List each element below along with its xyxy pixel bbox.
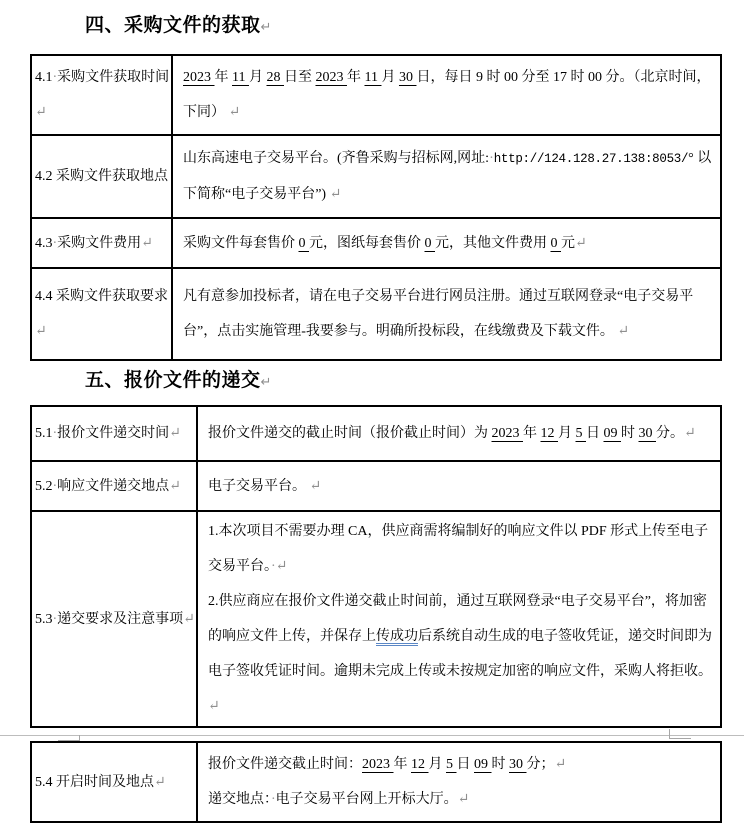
- format-mark: ↵: [35, 105, 47, 120]
- table-row: [31, 135, 721, 218]
- format-mark: ↵: [225, 105, 241, 120]
- row-content-cell: [172, 268, 721, 360]
- text-boundary-mark-left: [58, 740, 80, 741]
- paragraph: [208, 469, 712, 504]
- text-run: 月: [428, 757, 446, 772]
- text-run: 2.供应商应在报价文件递交截止时间前，通过互联网登录“电子交易平台”，将加密的响应文件上传，并保存上: [208, 594, 707, 644]
- table-row: [31, 461, 721, 511]
- table-row: [31, 268, 721, 360]
- row-content-cell: [172, 135, 721, 218]
- paragraph: [208, 584, 712, 724]
- format-mark: ↵: [169, 426, 181, 441]
- text-run: 分。: [656, 426, 684, 441]
- text-run: 年: [346, 70, 365, 85]
- text-run: 30: [638, 426, 656, 441]
- text-run: http://124.128.27.138:8053/: [493, 152, 689, 166]
- row-label-cell: [31, 461, 197, 511]
- text-run: 2023: [183, 70, 215, 85]
- table-row: [31, 742, 721, 822]
- row-label-cell: [31, 406, 197, 461]
- text-run: 时: [491, 757, 509, 772]
- paragraph: [183, 60, 712, 130]
- page-break: [0, 728, 744, 741]
- text-run: 元，其他文件费用: [435, 235, 551, 251]
- row-label-cell: [31, 218, 172, 268]
- text-run: ° 以下简称“电子交易平台”): [183, 151, 712, 202]
- row-content-cell: [172, 55, 721, 135]
- text-run: 年: [523, 426, 541, 441]
- format-mark: ↵: [35, 324, 47, 339]
- text-run: 1.本次项目不需要办理 CA，供应商需将编制好的响应文件以 PDF 形式上传至电子交易平台。: [208, 524, 709, 574]
- row-content-cell: [197, 511, 721, 727]
- pilcrow-mark: ↵: [260, 374, 272, 389]
- format-mark: ↵: [306, 478, 322, 494]
- row-content-cell: [197, 406, 721, 461]
- format-mark: ·: [271, 792, 276, 807]
- row-label-cell: [31, 135, 172, 218]
- text-run: 报价文件递交时间: [57, 426, 170, 441]
- text-run: 递交地点：: [208, 792, 271, 807]
- text-boundary-mark-right: [669, 738, 691, 739]
- format-mark: ·: [489, 151, 494, 166]
- format-mark: ↵: [169, 478, 181, 494]
- section-5-continued-table: [30, 741, 722, 823]
- format-mark: ↵: [141, 235, 153, 251]
- section-heading-5: [85, 367, 722, 395]
- text-run: 30: [398, 70, 417, 85]
- table-row: [31, 511, 721, 727]
- format-mark: ↵: [613, 324, 630, 339]
- section-4-table-body: [31, 55, 721, 360]
- row-content-cell: [172, 218, 721, 268]
- text-run: 年: [393, 757, 411, 772]
- text-run: 月: [558, 426, 576, 441]
- text-run: 0: [298, 235, 309, 251]
- row-label-cell: [31, 511, 197, 727]
- format-mark: ↵: [684, 426, 696, 441]
- page-break-line: [0, 735, 744, 736]
- paragraph: [208, 747, 712, 782]
- text-run: 采购文件费用: [57, 235, 142, 251]
- section-5-table-body: [31, 406, 721, 727]
- row-label-cell: [31, 268, 172, 360]
- text-run: 5.3: [35, 611, 53, 627]
- text-run: 传成功: [376, 629, 418, 644]
- row-content-cell: [197, 461, 721, 511]
- text-run: 4.4 采购文件获取要求: [35, 289, 168, 304]
- text-boundary-mark-right: [669, 729, 670, 738]
- section-4-table: [30, 54, 722, 361]
- format-mark: ·: [52, 70, 58, 85]
- text-run: 4.1: [35, 70, 53, 85]
- text-run: 09: [474, 757, 492, 772]
- text-run: 5: [446, 757, 457, 772]
- table-row: [31, 55, 721, 135]
- text-run: 响应文件递交地点: [57, 478, 170, 494]
- text-run: 5.2: [35, 478, 53, 494]
- text-run: 时: [621, 426, 639, 441]
- paragraph: [183, 279, 712, 349]
- text-run: 采购文件每套售价: [183, 235, 299, 251]
- row-label-cell: [31, 55, 172, 135]
- format-mark: ·: [52, 478, 58, 494]
- paragraph: [208, 514, 712, 584]
- pilcrow-mark: ↵: [260, 19, 272, 34]
- text-run: 电子交易平台。: [208, 478, 306, 494]
- text-run: 5.4 开启时间及地点: [35, 774, 154, 790]
- text-run: 后系统自动生成的电子签收凭证，递交时间即为电子签收凭证时间。逾期未完成上传或未按规定加密的响应文件，采购人将拒收。: [208, 629, 712, 679]
- text-run: 5.1: [35, 426, 53, 441]
- paragraph: [208, 416, 712, 451]
- text-run: 月: [248, 70, 267, 85]
- text-run: 4.3: [35, 235, 53, 251]
- text-run: 日: [456, 757, 474, 772]
- format-mark: ↵: [329, 187, 342, 202]
- format-mark: ·↵: [271, 559, 288, 574]
- text-run: 日至: [283, 70, 316, 85]
- text-run: 分；: [526, 757, 555, 772]
- text-run: 山东高速电子交易平台。(齐鲁采购与招标网,网址:: [183, 151, 490, 166]
- format-mark: ↵: [575, 235, 587, 251]
- row-content-cell: [197, 742, 721, 822]
- format-mark: ·: [52, 426, 58, 441]
- text-run: 0: [550, 235, 561, 251]
- text-run: 11: [364, 70, 382, 85]
- text-run: 电子交易平台网上开标大厅。: [275, 792, 458, 807]
- text-run: 元，图纸每套售价: [309, 235, 425, 251]
- text-run: 日，每日 9 时 00 分至 17 时 00 分。（北京时间，下同）: [183, 70, 711, 120]
- text-run: 12: [411, 757, 429, 772]
- text-run: 4.2 采购文件获取地点: [35, 169, 168, 184]
- section-heading-4-text: 四、采购文件的获取: [85, 15, 261, 36]
- text-run: 09: [603, 426, 621, 441]
- section-heading-4: [85, 12, 722, 40]
- text-run: 28: [266, 70, 284, 85]
- text-run: 报价文件递交截止时间：: [208, 757, 362, 772]
- section-heading-5-text: 五、报价文件的递交: [85, 370, 261, 391]
- format-mark: ·: [52, 611, 58, 627]
- format-mark: ↵: [154, 774, 166, 790]
- text-run: 30: [509, 757, 527, 772]
- text-run: 年: [214, 70, 232, 85]
- text-run: 报价文件递交的截止时间（报价截止时间）为: [208, 426, 492, 441]
- format-mark: ·: [52, 235, 58, 251]
- format-mark: ↵: [554, 757, 567, 772]
- text-run: 凡有意参加投标者，请在电子交易平台进行网员注册。通过互联网登录“电子交易平台”，点击实施管理-我要参与。明确所投标段，在线缴费及下载文件。: [183, 289, 694, 339]
- table-row: [31, 406, 721, 461]
- text-run: 日: [586, 426, 604, 441]
- format-mark: ↵: [208, 699, 220, 714]
- section-5-table: [30, 405, 722, 728]
- text-run: 0: [424, 235, 435, 251]
- section-5-continued-table-body: [31, 742, 721, 822]
- text-run: 采购文件获取时间: [57, 70, 170, 85]
- paragraph: [183, 141, 712, 212]
- text-run: 5: [575, 426, 586, 441]
- text-run: 2023: [315, 70, 347, 85]
- table-row: [31, 218, 721, 268]
- row-label-cell: [31, 742, 197, 822]
- text-run: 12: [540, 426, 558, 441]
- text-run: 11: [232, 70, 249, 85]
- text-run: 2023: [362, 757, 394, 772]
- text-run: 元: [561, 235, 575, 251]
- text-run: 月: [381, 70, 399, 85]
- text-run: 2023: [491, 426, 523, 441]
- format-mark: ↵: [457, 792, 470, 807]
- text-run: 递交要求及注意事项: [57, 611, 184, 627]
- paragraph: [183, 226, 712, 261]
- format-mark: ↵: [183, 611, 195, 627]
